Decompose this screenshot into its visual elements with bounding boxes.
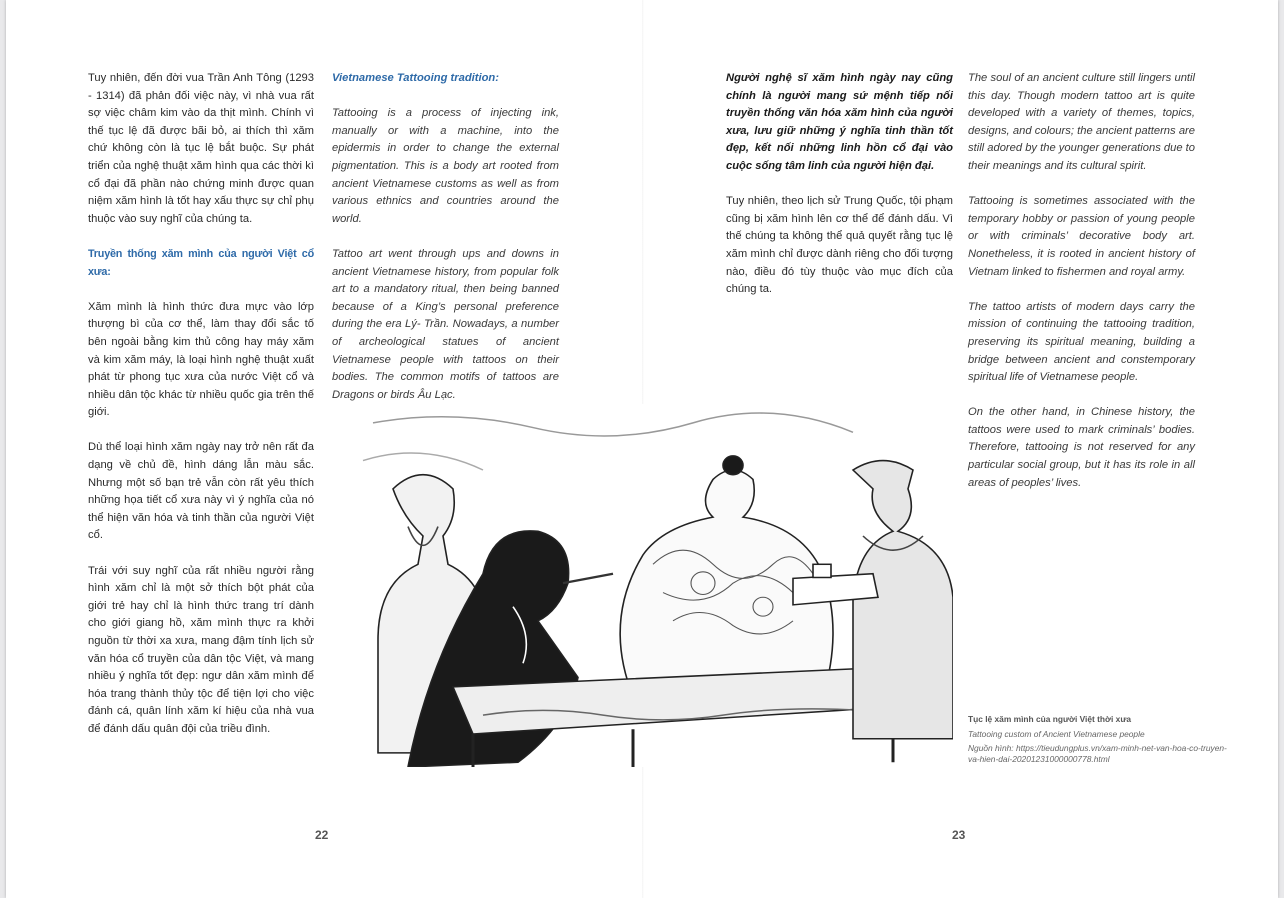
right-page-column-2 bbox=[968, 70, 1195, 510]
left-page-column-1 bbox=[88, 70, 314, 756]
paragraph: Dù thể loại hình xăm ngày nay trở nên rất đa dạng về chủ đề, hình dáng lẫn màu sắc. Nhưng một số bạn trẻ vẫn còn rất yêu thích những họa tiết cổ xưa này vì ý nghĩa của nó thể hiện văn hóa và tinh thần của người Việt cổ. bbox=[88, 441, 314, 542]
paragraph: Tuy nhiên, đến đời vua Trần Anh Tông (1293 - 1314) đã phản đối việc này, vì nhà vua rất sợ việc châm kim vào da thịt mình. Chính vì thế tục lệ đã được bãi bỏ, ai thích thì xăm chứ không còn là tục lệ bắt buộc. Sự phát triển của nghệ thuật xăm hình qua các thời kì cổ đại đã phần nào chứng minh được quan niệm xăm hình là tốt hay xấu thực sự chỉ phụ thuộc vào suy nghĩ của chúng ta. bbox=[88, 72, 314, 225]
highlight-paragraph: Người nghệ sĩ xăm hình ngày nay cũng chính là người mang sứ mệnh tiếp nối truyền thống văn hóa xăm hình của người xưa, lưu giữ những ý nghĩa tinh thần tốt đẹp, kết nối những linh hồn cổ đại vào cuộc sống tâm linh của người hiện đại. bbox=[726, 72, 953, 172]
paragraph: Tuy nhiên, theo lịch sử Trung Quốc, tội phạm cũng bị xăm hình lên cơ thể để đánh dấu. Vì thế chúng ta không thể quả quyết rằng tục lệ xăm mình chỉ được dành riêng cho đối tượng nào, điều đó tùy thuộc vào mục đích của chúng ta. bbox=[726, 195, 953, 296]
section-heading-en: Vietnamese Tattooing tradition: bbox=[332, 72, 499, 84]
paragraph: Tattooing is a process of injecting ink, manually or with a machine, into the epidermis in order to change the external pigmentation. This is a body art rooted from ancient Vietnamese customs as well as from various ethnics and countries around the world. bbox=[332, 107, 559, 225]
right-page-column-1 bbox=[726, 70, 953, 316]
caption-source: Nguồn hình: https://tieudungplus.vn/xam-minh-net-van-hoa-co-truyen-va-hien-dai-20201231000000778.html bbox=[968, 743, 1227, 764]
paragraph: Tattooing is sometimes associated with the temporary hobby or passion of young people or with criminals’ decorative body art. Nonetheless, it is rooted in ancient history of Vietnam linked to fishermen and royal army. bbox=[968, 195, 1195, 278]
page-number-left: 22 bbox=[315, 828, 329, 842]
section-heading-vi: Truyền thống xăm mình của người Việt cổ xưa: bbox=[88, 247, 314, 278]
caption-title-vi: Tục lệ xăm mình của người Việt thời xưa bbox=[968, 714, 1132, 724]
paragraph: Tattoo art went through ups and downs in ancient Vietnamese history, from popular folk art to a mandatory ritual, then being banned because of a King’s personal preference during the era Lý- Trần. Nowadays, a number of archeological statues of ancient Vietnamese people with tattoos on their bodies. The common motifs of tattoos are Dragons or birds Âu Lạc. bbox=[332, 247, 559, 401]
caption-title-en: Tattooing custom of Ancient Vietnamese people bbox=[968, 728, 1145, 739]
paragraph: The soul of an ancient culture still lingers until this day. Though modern tattoo art is quite developed with a variety of themes, topics, designs, and colours; the ancient patterns are still adored by the younger generations due to their meanings and its cultural spirit. bbox=[968, 72, 1196, 172]
paragraph: Trái với suy nghĩ của rất nhiều người rằng hình xăm chỉ là một sở thích bột phát của giới trẻ hay chỉ là hình thức trang trí dành cho giới giang hồ, xăm mình thực ra khởi nguồn từ thời xa xưa, mang đậm tính lịch sử văn hóa cổ truyền của dân tộc Việt, và mang nhiều ý nghĩa tốt đẹp: ngư dân xăm mình để hóa trang thành thủy tộc để tiện lợi cho việc đánh cá, quân lính xăm kí hiệu của nhà vua để đánh dấu quân đội của triều đình. bbox=[88, 564, 314, 735]
paragraph: The tattoo artists of modern days carry the mission of continuing the tattooing tradition, preserving its spiritual meaning, building a bridge between ancient and constemporary spiritual life of Vietnamese people. bbox=[968, 300, 1195, 384]
image-caption bbox=[968, 713, 1228, 765]
paragraph: On the other hand, in Chinese history, the tattoos were used to mark criminals’ bodies. Therefore, tattooing is not reserved for any particular social group, but it has its role in all areas of peoples’ lives. bbox=[968, 406, 1195, 489]
tattooing-illustration bbox=[333, 404, 953, 767]
paragraph: Xăm mình là hình thức đưa mực vào lớp thượng bì của cơ thể, làm thay đổi sắc tố bên ngoài bằng kim thủ công hay máy xăm và kim xăm máy, là loại hình nghệ thuật xuất phát từ phong tục xưa của nước Việt cổ và nhiều dân tộc khác từ nhiều quốc gia trên thế giới. bbox=[88, 300, 314, 419]
page-number-right: 23 bbox=[952, 828, 966, 842]
left-page-column-2 bbox=[332, 70, 559, 422]
